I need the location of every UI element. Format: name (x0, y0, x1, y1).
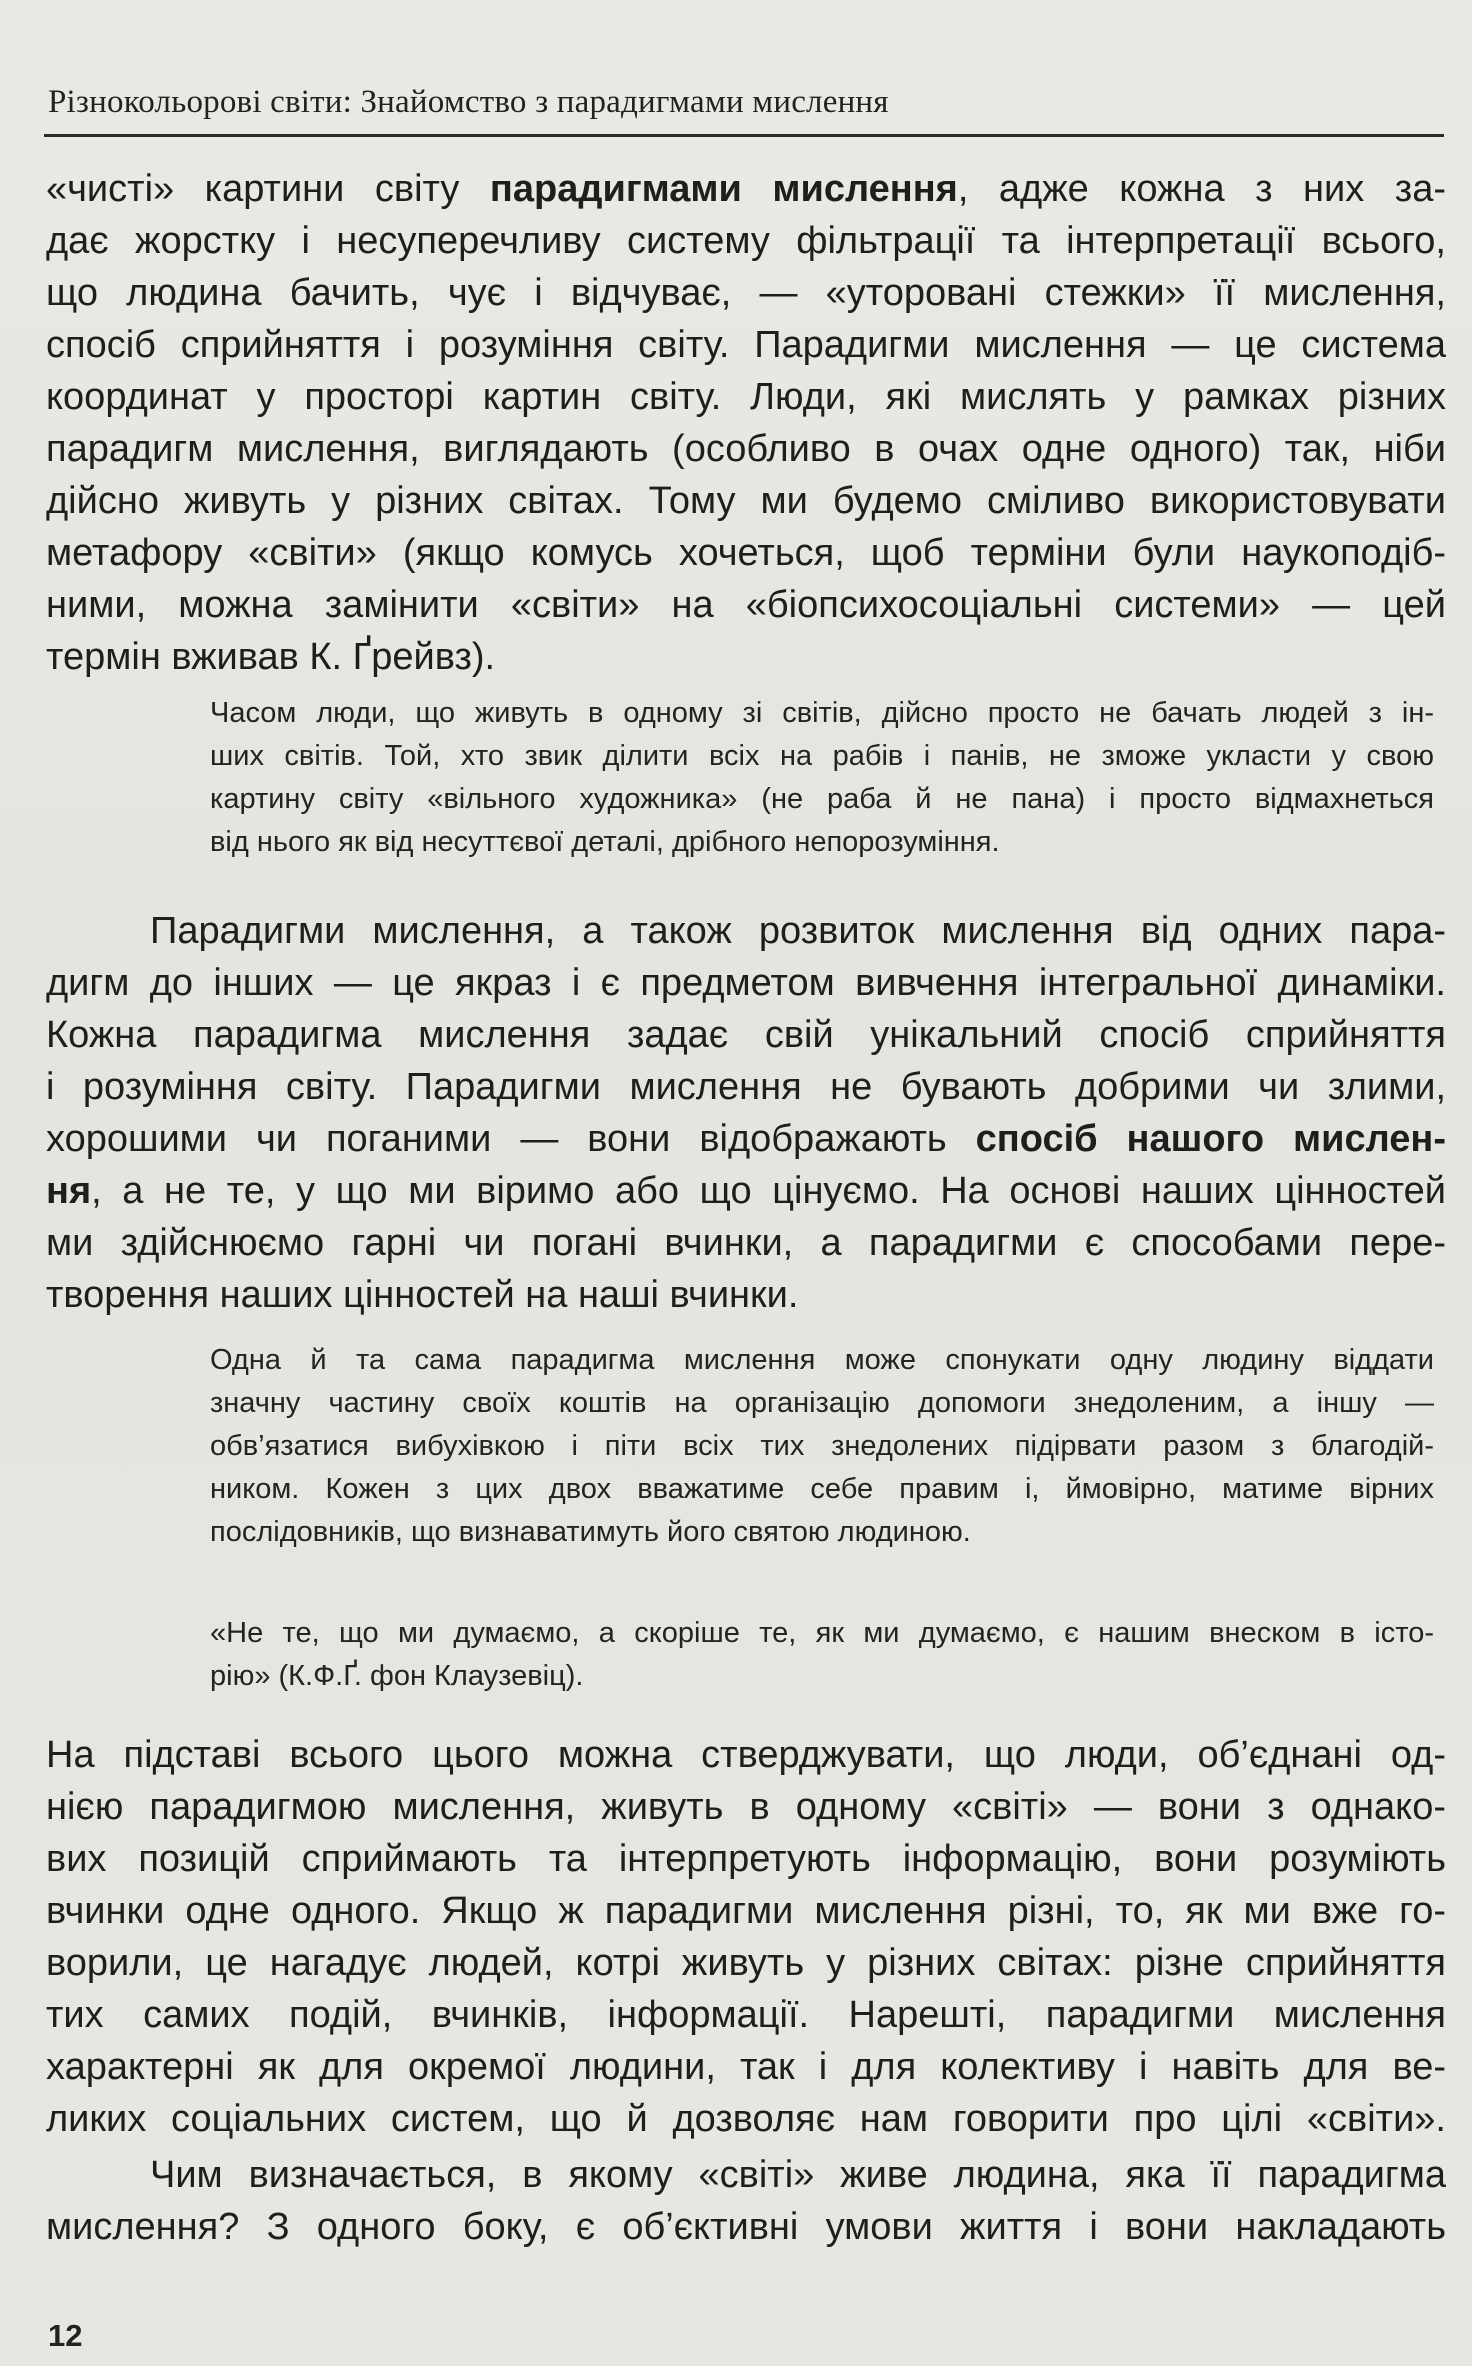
note-line: ником. Кожен з цих двох вважатиме себе правим і, ймовірно, матиме вірних (210, 1473, 1434, 1505)
bold-term: спосіб нашого мислен- (975, 1118, 1446, 1160)
text-line: ворили, це нагадує людей, котрі живуть у різних світах: різне сприйняття (46, 1942, 1446, 1984)
text-line: термін вживав К. Ґрейвз). (46, 636, 496, 678)
text-line: ми здійснюємо гарні чи погані вчинки, а парадигми є способами пере- (46, 1222, 1446, 1264)
quote-line: рію» (К.Ф.Ґ. фон Клаузевіц). (210, 1660, 584, 1692)
text-line: тих самих подій, вчинків, інформації. Нарешті, парадигми мислення (46, 1994, 1446, 2036)
text-line: На підставі всього цього можна стверджувати, що люди, об’єднані од- (46, 1734, 1446, 1776)
text-line: дійсно живуть у різних світах. Тому ми будемо сміливо використовувати (46, 480, 1446, 522)
text-line: дигм до інших — це якраз і є предметом вивчення інтегральної динаміки. (46, 962, 1446, 1004)
bold-term: ня (46, 1170, 92, 1212)
note-line: картину світу «вільного художника» (не раба й не пана) і просто відмахнеться (210, 783, 1434, 815)
text-line: характерні як для окремої людини, так і для колективу і навіть для ве- (46, 2046, 1446, 2088)
text-line: ня, а не те, у що ми віримо або що цінуємо. На основі наших цінностей (46, 1170, 1446, 1212)
text-line: і розуміння світу. Парадигми мислення не бувають добрими чи злими, (46, 1066, 1446, 1108)
note-1 (210, 692, 1434, 864)
text-line: хорошими чи поганими — вони відображають спосіб нашого мислен- (46, 1118, 1446, 1160)
text-line: «чисті» картини світу парадигмами мислення, адже кожна з них за- (46, 168, 1446, 210)
paragraph-4 (46, 2149, 1446, 2253)
header-rule (44, 134, 1444, 137)
text-line: Чим визначається, в якому «світі» живе людина, яка її парадигма (150, 2154, 1446, 2196)
note-line: значну частину своїх коштів на організацію допомоги знедоленим, а іншу — (210, 1387, 1434, 1419)
text-line: дає жорстку і несуперечливу систему фільтрації та інтерпретації всього, (46, 220, 1446, 262)
note-line: обв’язатися вибухівкою і піти всіх тих знедолених підірвати разом з благодій- (210, 1430, 1434, 1462)
text-line: вчинки одне одного. Якщо ж парадигми мислення різні, то, як ми вже го- (46, 1890, 1446, 1932)
note-2 (210, 1339, 1434, 1554)
text-line: метафору «світи» (якщо комусь хочеться, щоб терміни були наукоподіб- (46, 532, 1446, 574)
note-line: Одна й та сама парадигма мислення може спонукати одну людину віддати (210, 1344, 1434, 1376)
text-line: спосіб сприйняття і розуміння світу. Парадигми мислення — це система (46, 324, 1446, 366)
paragraph-2 (46, 905, 1446, 1321)
text-line: Парадигми мислення, а також розвиток мислення від одних пара- (150, 910, 1446, 952)
text-line: що людина бачить, чує і відчуває, — «уторовані стежки» її мислення, (46, 272, 1446, 314)
note-line: Часом люди, що живуть в одному зі світів, дійсно просто не бачать людей з ін- (210, 697, 1434, 729)
page-number: 12 (48, 2318, 83, 2353)
text-line: вих позицій сприймають та інтерпретують інформацію, вони розуміють (46, 1838, 1446, 1880)
text-line: ликих соціальних систем, що й дозволяє нам говорити про цілі «світи». (46, 2098, 1446, 2140)
running-head: Різнокольорові світи: Знайомство з парадигмами мислення (48, 84, 889, 120)
text-line: Кожна парадигма мислення задає свій унікальний спосіб сприйняття (46, 1014, 1446, 1056)
text-line: парадигм мислення, виглядають (особливо в очах одне одного) так, ніби (46, 428, 1446, 470)
note-line: ших світів. Той, хто звик ділити всіх на рабів і панів, не зможе укласти у свою (210, 740, 1434, 772)
text-line: мислення? З одного боку, є об’єктивні умови життя і вони накладають (46, 2206, 1446, 2248)
note-line: послідовників, що визнаватимуть його святою людиною. (210, 1516, 971, 1548)
bold-term: парадигмами мислення (489, 168, 958, 210)
paragraph-3 (46, 1729, 1446, 2145)
paragraph-1 (46, 163, 1446, 683)
quote (210, 1612, 1434, 1698)
note-line: від нього як від несуттєвої деталі, дрібного непорозуміння. (210, 826, 1000, 858)
text-line: нією парадигмою мислення, живуть в одному «світі» — вони з однако- (46, 1786, 1446, 1828)
text-line: ними, можна замінити «світи» на «біопсихосоціальні системи» — цей (46, 584, 1446, 626)
text-line: координат у просторі картин світу. Люди, які мислять у рамках різних (46, 376, 1446, 418)
text-line: творення наших цінностей на наші вчинки. (46, 1274, 799, 1316)
quote-line: «Не те, що ми думаємо, а скоріше те, як ми думаємо, є нашим внеском в істо- (210, 1617, 1434, 1649)
